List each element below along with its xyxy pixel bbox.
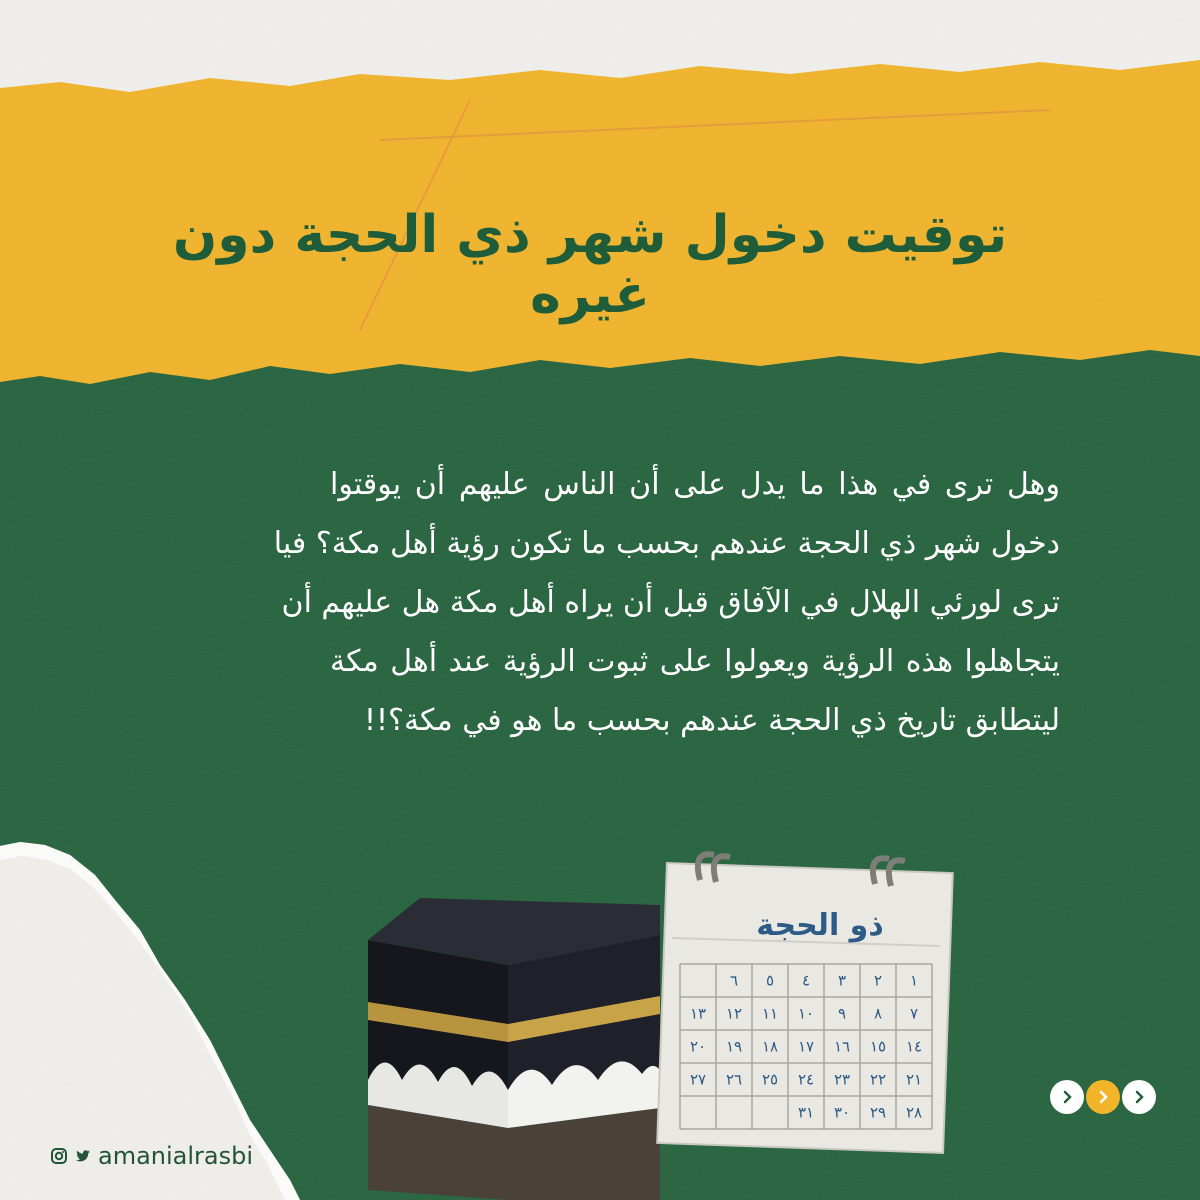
- page-title: توقيت دخول شهر ذي الحجة دون غيره: [172, 205, 1008, 325]
- next-button[interactable]: [1050, 1080, 1084, 1114]
- calendar-day: ١٠: [797, 1004, 815, 1023]
- social-handle[interactable]: amanialrasbi: [98, 1142, 254, 1170]
- calendar-month: ذو الحجة: [756, 908, 884, 943]
- body-line: دخول شهر ذي الحجة عندهم بحسب ما تكون رؤية أهل مكة؟ فيا: [273, 526, 1060, 561]
- next-button[interactable]: [1122, 1080, 1156, 1114]
- chevron-right-icon: [1095, 1089, 1111, 1105]
- body-line: وهل ترى في هذا ما يدل على أن الناس عليهم أن يوقتوا: [330, 467, 1060, 502]
- calendar-day: ١٩: [725, 1037, 743, 1056]
- calendar-day: ٢١: [905, 1070, 923, 1089]
- calendar-day: ٩: [837, 1004, 847, 1023]
- calendar-day: ٤: [801, 971, 811, 990]
- calendar-day: ٢٦: [725, 1070, 743, 1089]
- calendar-day: ٥: [765, 971, 775, 990]
- social-footer: [50, 1141, 253, 1171]
- calendar-day: ١٧: [797, 1037, 815, 1056]
- calendar-day: ٣: [837, 971, 847, 990]
- carousel-nav: [1050, 1080, 1156, 1114]
- calendar-day: ٨: [873, 1004, 883, 1023]
- calendar-day: ١٤: [905, 1037, 923, 1056]
- calendar-day: ٣٠: [833, 1103, 851, 1122]
- next-button-active[interactable]: [1086, 1080, 1120, 1114]
- chevron-right-icon: [1131, 1089, 1147, 1105]
- calendar-day: ٢: [873, 971, 883, 990]
- calendar-day: ١٣: [689, 1004, 707, 1023]
- calendar-day: ٢٤: [797, 1070, 815, 1089]
- twitter-icon[interactable]: [74, 1147, 92, 1165]
- calendar-day: ٢٢: [869, 1070, 887, 1089]
- calendar-day: ٣١: [797, 1103, 815, 1122]
- calendar-day: ٢٧: [689, 1070, 707, 1089]
- calendar-day: ٢٣: [833, 1070, 851, 1089]
- body-line: ليتطابق تاريخ ذي الحجة عندهم بحسب ما هو في مكة؟!!: [363, 703, 1060, 738]
- calendar-day: ٢٨: [905, 1103, 923, 1122]
- instagram-icon[interactable]: [50, 1147, 68, 1165]
- calendar-day: ٦: [729, 971, 739, 990]
- chevron-right-icon: [1059, 1089, 1075, 1105]
- calendar-day: ٢٩: [869, 1103, 887, 1122]
- calendar-day: ١٢: [725, 1004, 743, 1023]
- calendar-day: ٢٠: [689, 1037, 707, 1056]
- body-line: يتجاهلوا هذه الرؤية ويعولوا على ثبوت الرؤية عند أهل مكة: [330, 644, 1060, 679]
- calendar-day: ١٨: [761, 1037, 779, 1056]
- calendar-day: ٧: [909, 1004, 919, 1023]
- calendar-day: ١١: [761, 1004, 779, 1023]
- body-line: ترى لورئي الهلال في الآفاق قبل أن يراه أهل مكة هل عليهم أن: [281, 585, 1060, 620]
- calendar-day: ١٥: [869, 1037, 887, 1056]
- calendar-day: ١: [909, 971, 919, 990]
- calendar-day: ١٦: [833, 1037, 851, 1056]
- calendar-day: ٢٥: [761, 1070, 779, 1089]
